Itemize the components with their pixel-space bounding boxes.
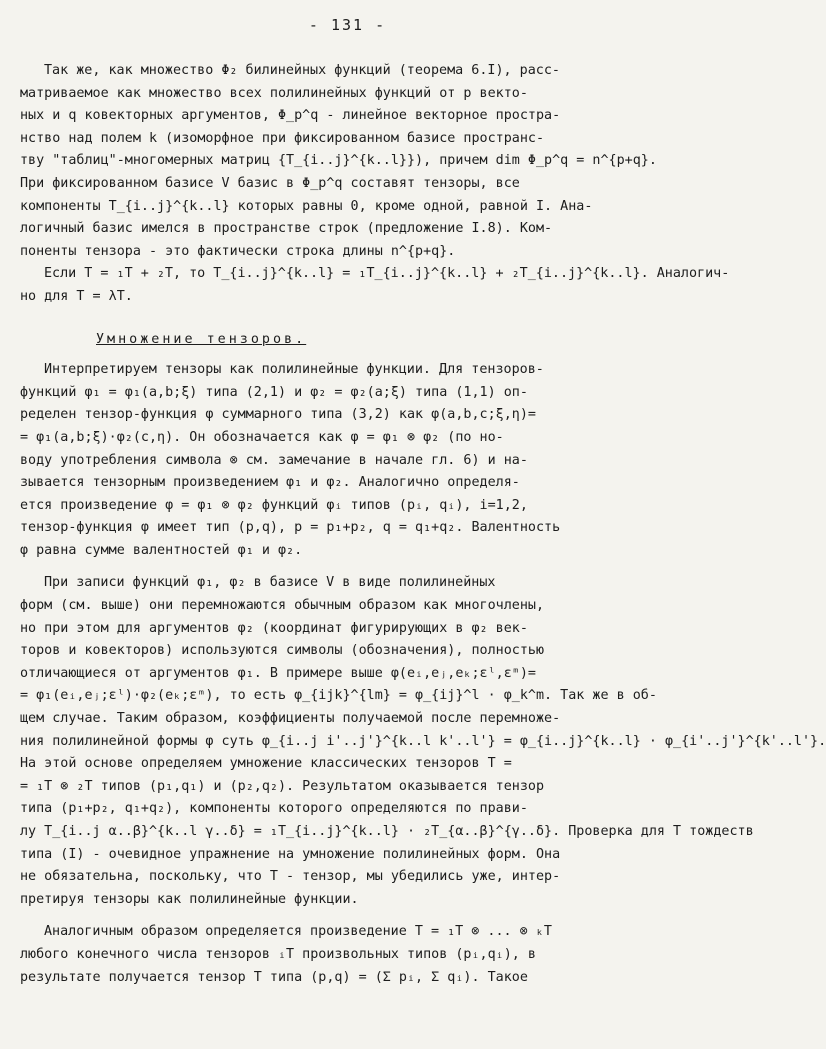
- text-line: щем случае. Таким образом, коэффициенты получаемой после перемноже-: [20, 711, 561, 727]
- text-line: Интерпретируем тензоры как полилинейные функции. Для тензоров-: [44, 362, 544, 378]
- text-line: = ₁T ⊗ ₂T типов (p₁,q₁) и (p₂,q₂). Результатом оказывается тензор: [20, 778, 545, 794]
- text-line: типа (I) - очевидное упражнение на умножение полилинейных форм. Она: [20, 846, 561, 862]
- text-line: любого конечного числа тензоров ᵢT произвольных типов (pᵢ,qᵢ), в: [20, 946, 536, 962]
- text-line: претируя тензоры как полилинейные функции.: [20, 891, 359, 907]
- paragraph-finite-product: [20, 921, 675, 989]
- text-line: отличающиеся от аргументов φ₁. В примере выше φ(eᵢ,eⱼ,eₖ;εˡ,εᵐ)=: [20, 665, 536, 681]
- text-line: = φ₁(eᵢ,eⱼ;εˡ)·φ₂(eₖ;εᵐ), то есть φ_{ijk}^{lm} = φ_{ij}^l · φ_k^m. Так же в об-: [20, 688, 657, 704]
- paragraph-tensor-product-definition: [20, 359, 675, 562]
- text-line: матриваемое как множество всех полилинейных функций от p векто-: [20, 85, 528, 101]
- page-number: - 131 -: [308, 16, 387, 34]
- text-line: тензор-функция φ имеет тип (p,q), p = p₁+p₂, q = q₁+q₂. Валентность: [20, 520, 561, 536]
- text-line: результате получается тензор T типа (p,q) = (Σ pᵢ, Σ qᵢ). Такое: [20, 969, 528, 985]
- text-line: форм (см. выше) они перемножаются обычным образом как многочлены,: [20, 598, 545, 614]
- text-line: торов и ковекторов) используются символы (обозначения), полностью: [20, 643, 545, 659]
- section-heading: Умножение тензоров.: [96, 331, 307, 347]
- text-line: ния полилинейной формы φ суть φ_{i..j i'..j'}^{k..l k'..l'} = φ_{i..j}^{k..l} · φ_{i'..j'}^{k'..l'}.: [20, 733, 826, 749]
- text-line: логичный базис имелся в пространстве строк (предложение I.8). Ком-: [20, 221, 553, 237]
- text-line: компоненты T_{i..j}^{k..l} которых равны 0, кроме одной, равной I. Ана-: [20, 198, 593, 214]
- text-line: но для T = λT.: [20, 288, 133, 304]
- text-line: но при этом для аргументов φ₂ (координат фигурирующих в φ₂ век-: [20, 620, 528, 636]
- text-line: При фиксированном базисе V базис в Φ_p^q составят тензоры, все: [20, 175, 520, 191]
- paragraph-tensor-space: [20, 60, 730, 309]
- text-line: Так же, как множество Φ₂ билинейных функций (теорема 6.I), расс-: [44, 63, 560, 78]
- text-line: = φ₁(a,b;ξ)·φ₂(c,η). Он обозначается как φ = φ₁ ⊗ φ₂ (по но-: [20, 429, 504, 445]
- text-line: лу T_{i..j α..β}^{k..l γ..δ} = ₁T_{i..j}^{k..l} · ₂T_{α..β}^{γ..δ}. Проверка для T тождеств: [20, 824, 754, 839]
- text-line: зывается тензорным произведением φ₁ и φ₂. Аналогично определя-: [20, 475, 520, 491]
- text-line: тву "таблиц"-многомерных матриц {T_{i..j}^{k..l}}), причем dim Φ_p^q = n^{p+q}.: [20, 153, 657, 169]
- text-line: ных и q ковекторных аргументов, Φ_p^q - линейное векторное простра-: [20, 108, 561, 124]
- text-line: На этой основе определяем умножение классических тензоров T =: [20, 756, 512, 772]
- text-line: При записи функций φ₁, φ₂ в базисе V в виде полилинейных: [44, 575, 496, 591]
- text-line: ределен тензор-функция φ суммарного типа (3,2) как φ(a,b,c;ξ,η)=: [20, 407, 536, 423]
- text-line: поненты тензора - это фактически строка длины n^{p+q}.: [20, 243, 456, 259]
- paragraph-polylinear-forms: [20, 572, 826, 753]
- paragraph-classical-tensors: [20, 753, 754, 911]
- text-line: Аналогичным образом определяется произведение T = ₁T ⊗ ... ⊗ ₖT: [44, 924, 552, 940]
- text-line: нство над полем k (изоморфное при фиксированном базисе пространс-: [20, 130, 545, 146]
- text-line: Если T = ₁T + ₂T, то T_{i..j}^{k..l} = ₁T_{i..j}^{k..l} + ₂T_{i..j}^{k..l}. Аналогич-: [44, 266, 730, 282]
- text-line: ется произведение φ = φ₁ ⊗ φ₂ функций φᵢ типов (pᵢ, qᵢ), i=1,2,: [20, 497, 528, 513]
- text-line: типа (p₁+p₂, q₁+q₂), компоненты которого определяются по прави-: [20, 801, 528, 817]
- text-line: воду употребления символа ⊗ см. замечание в начале гл. 6) и на-: [20, 452, 528, 468]
- text-line: функций φ₁ = φ₁(a,b;ξ) типа (2,1) и φ₂ = φ₂(a;ξ) типа (1,1) оп-: [20, 384, 528, 400]
- text-line: φ равна сумме валентностей φ₁ и φ₂.: [20, 542, 303, 558]
- text-line: не обязательна, поскольку, что T - тензор, мы убедились уже, интер-: [20, 869, 561, 885]
